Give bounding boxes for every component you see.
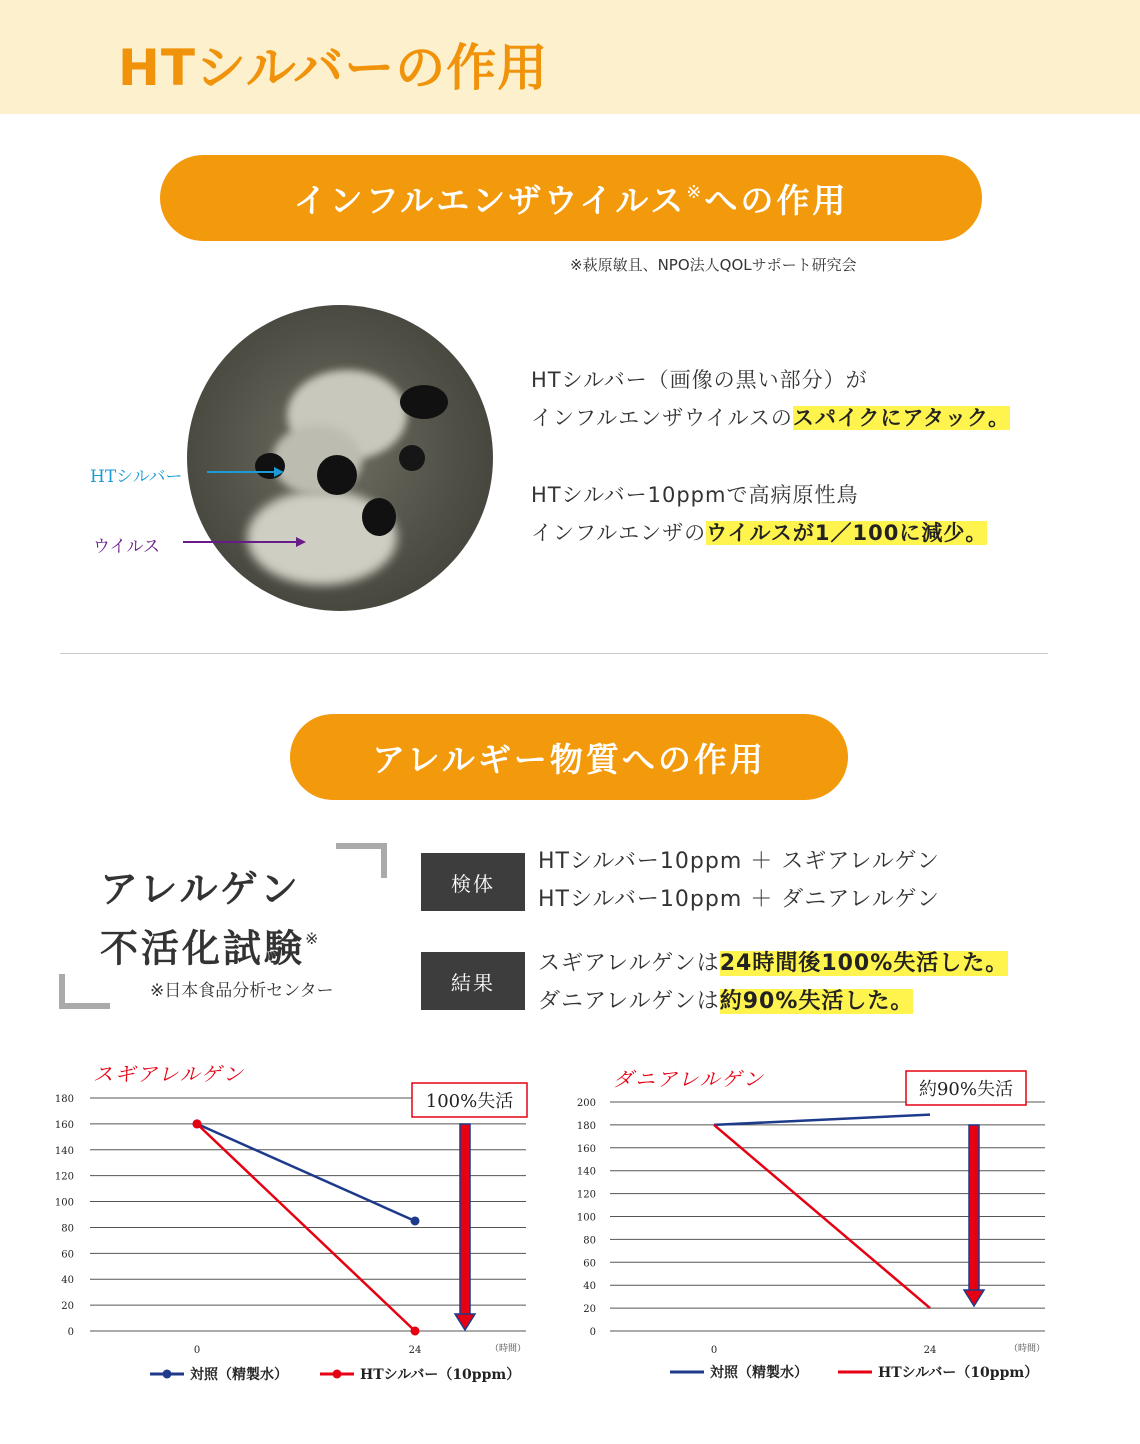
test-title-mark: ※: [305, 929, 322, 948]
y-tick-label: 200: [576, 1098, 596, 1109]
desc-highlight: ウイルスが1／100に減少。: [706, 521, 988, 545]
legend-marker: [163, 1370, 172, 1379]
legend-label: 対照（精製水）: [190, 1367, 288, 1383]
result-highlight: 24時間後100%失活した。: [719, 951, 1009, 976]
annotation-label: 約90%失活: [918, 1079, 1014, 1100]
x-unit-label: （時間）: [489, 1344, 526, 1354]
y-tick-label: 60: [583, 1258, 596, 1270]
test-title-text: 不活化試験: [100, 926, 306, 971]
allergy-section-heading: アレルギー物質への作用: [290, 714, 848, 800]
sample-line: HTシルバー10ppm ＋ スギアレルゲン: [538, 849, 940, 874]
influenza-heading-mark: ※: [686, 181, 705, 203]
y-tick-label: 120: [576, 1189, 596, 1201]
dani-allergen-chart: [570, 0, 1140, 1444]
desc-text: インフルエンザの: [531, 521, 707, 545]
data-point: [411, 1327, 420, 1336]
annotation-arrow-shaft: [969, 1125, 979, 1292]
y-tick-label: 40: [583, 1281, 596, 1293]
y-tick-label: 140: [54, 1145, 74, 1157]
test-title-line: アレルゲン: [100, 867, 302, 911]
data-point: [193, 1119, 202, 1128]
y-tick-label: 180: [54, 1094, 74, 1105]
annotation-arrow-head: [455, 1314, 475, 1330]
influenza-source-note: ※萩原敏且、NPO法人QOLサポート研究会: [570, 256, 857, 274]
desc-line: HTシルバー10ppmで高病原性鳥: [531, 483, 859, 507]
sample-line: HTシルバー10ppm ＋ ダニアレルゲン: [538, 887, 940, 912]
legend-label: HTシルバー（10ppm）: [360, 1367, 521, 1383]
y-tick-label: 160: [576, 1143, 596, 1155]
chart-2-title: ダニアレルゲン: [613, 1067, 765, 1091]
x-tick-label: 0: [193, 1345, 201, 1356]
result-highlight: 約90%失活した。: [719, 989, 914, 1014]
series-line: [714, 1115, 930, 1125]
result-text-plain: ダニアレルゲンは: [538, 989, 720, 1014]
test-source-note: ※日本食品分析センター: [150, 981, 334, 1001]
y-tick-label: 20: [61, 1301, 74, 1313]
desc-text: インフルエンザウイルスの: [531, 406, 793, 430]
influenza-heading-suffix: への作用: [704, 180, 849, 220]
influenza-heading-text: インフルエンザウイルス: [293, 180, 687, 220]
sample-tag: 検体: [421, 853, 525, 911]
y-tick-label: 40: [61, 1275, 74, 1287]
y-tick-label: 20: [583, 1304, 596, 1316]
legend-label: 対照（精製水）: [710, 1365, 808, 1381]
annotation-arrow-head: [964, 1290, 984, 1306]
result-text-plain: スギアレルゲンは: [538, 951, 720, 976]
chart-1-title: スギアレルゲン: [93, 1062, 245, 1086]
x-tick-label: 0: [710, 1345, 718, 1356]
y-tick-label: 100: [54, 1197, 74, 1209]
y-tick-label: 80: [583, 1235, 596, 1247]
x-tick-label: 24: [923, 1345, 937, 1356]
annotation-arrow-shaft: [460, 1124, 470, 1316]
y-tick-label: 0: [67, 1327, 74, 1338]
result-tag: 結果: [421, 952, 525, 1010]
x-tick-label: 24: [408, 1345, 422, 1356]
annotation-label: 100%失活: [425, 1091, 514, 1112]
desc-highlight: スパイクにアタック。: [792, 406, 1011, 430]
legend-label: HTシルバー（10ppm）: [878, 1365, 1039, 1381]
label-ht-silver: HTシルバー: [90, 467, 183, 487]
y-tick-label: 0: [589, 1327, 596, 1338]
y-tick-label: 140: [576, 1166, 596, 1178]
series-line: [197, 1124, 415, 1221]
y-tick-label: 160: [54, 1119, 74, 1131]
page-title: HTシルバーの作用: [118, 39, 549, 97]
y-tick-label: 60: [61, 1249, 74, 1261]
label-virus: ウイルス: [93, 537, 160, 557]
x-unit-label: （時間）: [1008, 1344, 1045, 1354]
y-tick-label: 80: [61, 1223, 74, 1235]
y-tick-label: 120: [54, 1171, 74, 1183]
y-tick-label: 100: [576, 1212, 596, 1224]
data-point: [411, 1216, 420, 1225]
y-tick-label: 180: [576, 1120, 596, 1132]
legend-marker: [333, 1370, 342, 1379]
desc-line: HTシルバー（画像の黒い部分）が: [531, 368, 868, 392]
